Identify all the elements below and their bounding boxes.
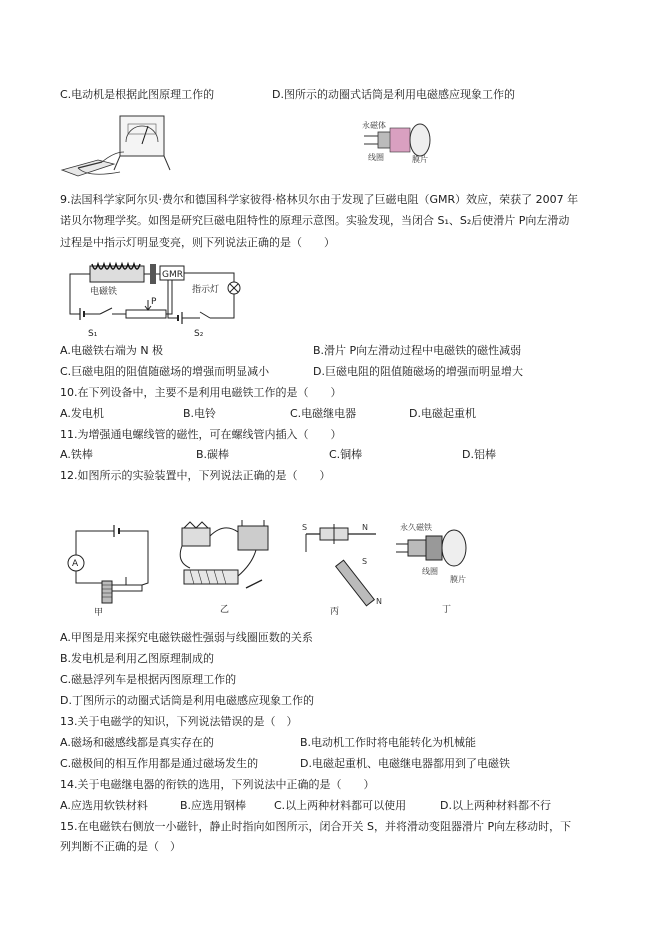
q12-caption-bing: 丙 [330,607,340,617]
q10-option-a: A.发电机 [60,407,104,420]
q9-label-lamp: 指示灯 [192,285,220,295]
q12-option-d: D.丁图所示的动圈式话筒是利用电磁感应现象工作的 [60,694,314,707]
q13-option-c: C.磁极间的相互作用都是通过磁场发生的 [60,757,259,770]
q14-option-d: D.以上两种材料都不行 [440,799,551,812]
q8-figure-galvanometer [58,112,198,182]
q15-stem-line1: 15.在电磁铁右侧放一小磁针，静止时指向如图所示，闭合开关 S，并将滑动变阻器滑片 P向左移动时，下 [60,820,572,833]
q9-label-p: P [151,297,157,307]
q12-option-c: C.磁悬浮列车是根据丙图原理工作的 [60,673,237,686]
q9-option-c: C.巨磁电阻的阻值随磁场的增强而明显减小 [60,365,270,378]
svg-text:S: S [362,557,368,566]
q12-caption-jia: 甲 [94,608,104,617]
q9-option-a: A.电磁铁右端为 N 极 [60,344,164,357]
q9-label-gmr: GMR [162,270,183,280]
q12-ding-label-magnet: 永久磁铁 [400,523,432,532]
q9-option-b: B.滑片 P向左滑动过程中电磁铁的磁性减弱 [313,344,522,357]
q8-fig-label-diaphragm: 膜片 [412,155,428,164]
q11-option-c: C.铜棒 [329,448,363,461]
q11-option-d: D.铝棒 [462,448,496,461]
q12-ding-label-diaphragm: 膜片 [450,575,466,584]
q8-fig-label-magnet: 永磁体 [362,121,386,130]
q12-ding-label-coil: 线圈 [422,567,438,576]
q12-caption-ding: 丁 [442,605,452,615]
q9-option-d: D.巨磁电阻的阻值随磁场的增强而明显增大 [313,365,523,378]
svg-text:S: S [302,523,308,532]
q11-stem: 11.为增强通电螺线管的磁性，可在螺线管内插入（ ） [60,428,342,441]
q14-option-a: A.应选用软铁材料 [60,799,148,812]
q10-option-b: B.电铃 [183,407,217,420]
q9-label-electromagnet: 电磁铁 [90,287,118,297]
svg-text:N: N [362,523,368,532]
q8-figure-microphone [362,118,472,164]
q14-option-c: C.以上两种材料都可以使用 [274,799,407,812]
q12-stem: 12.如图所示的实验装置中，下列说法正确的是（ ） [60,469,331,482]
q13-option-d: D.电磁起重机、电磁继电器都用到了电磁铁 [300,757,510,770]
q14-stem: 14.关于电磁继电器的衔铁的选用，下列说法中正确的是（ ） [60,778,375,791]
svg-text:N: N [376,597,382,606]
q13-option-a: A.磁场和磁感线都是真实存在的 [60,736,214,749]
q12-option-b: B.发电机是利用乙图原理制成的 [60,652,215,665]
q10-option-c: C.电磁继电器 [290,407,357,420]
q11-option-a: A.铁棒 [60,448,93,461]
q13-stem: 13.关于电磁学的知识，下列说法错误的是（ ） [60,715,298,728]
q9-gmr-circuit-figure [60,256,250,340]
q8-option-c: C.电动机是根据此图原理工作的 [60,88,215,101]
q13-option-b: B.电动机工作时将电能转化为机械能 [300,736,477,749]
q8-fig-label-coil: 线圈 [368,153,384,162]
q12-option-a: A.甲图是用来探究电磁铁磁性强弱与线圈匝数的关系 [60,631,313,644]
q8-option-d: D.图所示的动圈式话筒是利用电磁感应现象工作的 [272,88,515,101]
q12-figure-ding [396,522,486,618]
q11-option-b: B.碳棒 [196,448,230,461]
q12-figure-jia [62,525,162,617]
q12-caption-yi: 乙 [220,605,230,615]
q15-stem-line2: 列判断不正确的是（ ） [60,840,181,853]
q14-option-b: B.应选用钢棒 [180,799,247,812]
q10-stem: 10.在下列设备中，主要不是利用电磁铁工作的是（ ） [60,386,342,399]
q12-figure-yi [176,518,276,618]
q10-option-d: D.电磁起重机 [409,407,476,420]
svg-text:A: A [72,559,79,569]
q9-stem-line1: 9.法国科学家阿尔贝·费尔和德国科学家彼得·格林贝尔由于发现了巨磁电阻（GMR）效应，荣获了 2007 年 [60,193,579,206]
q9-stem-line2: 诺贝尔物理学奖。如图是研究巨磁电阻特性的原理示意图。实验发现，当闭合 S₁、S₂后使滑片 P向左滑动 [60,214,570,227]
q9-label-s2: S₂ [194,329,204,339]
q9-stem-line3: 过程是中指示灯明显变亮，则下列说法正确的是（ ） [60,236,335,249]
q12-figure-bing [296,520,392,618]
q9-label-s1: S₁ [88,329,98,339]
